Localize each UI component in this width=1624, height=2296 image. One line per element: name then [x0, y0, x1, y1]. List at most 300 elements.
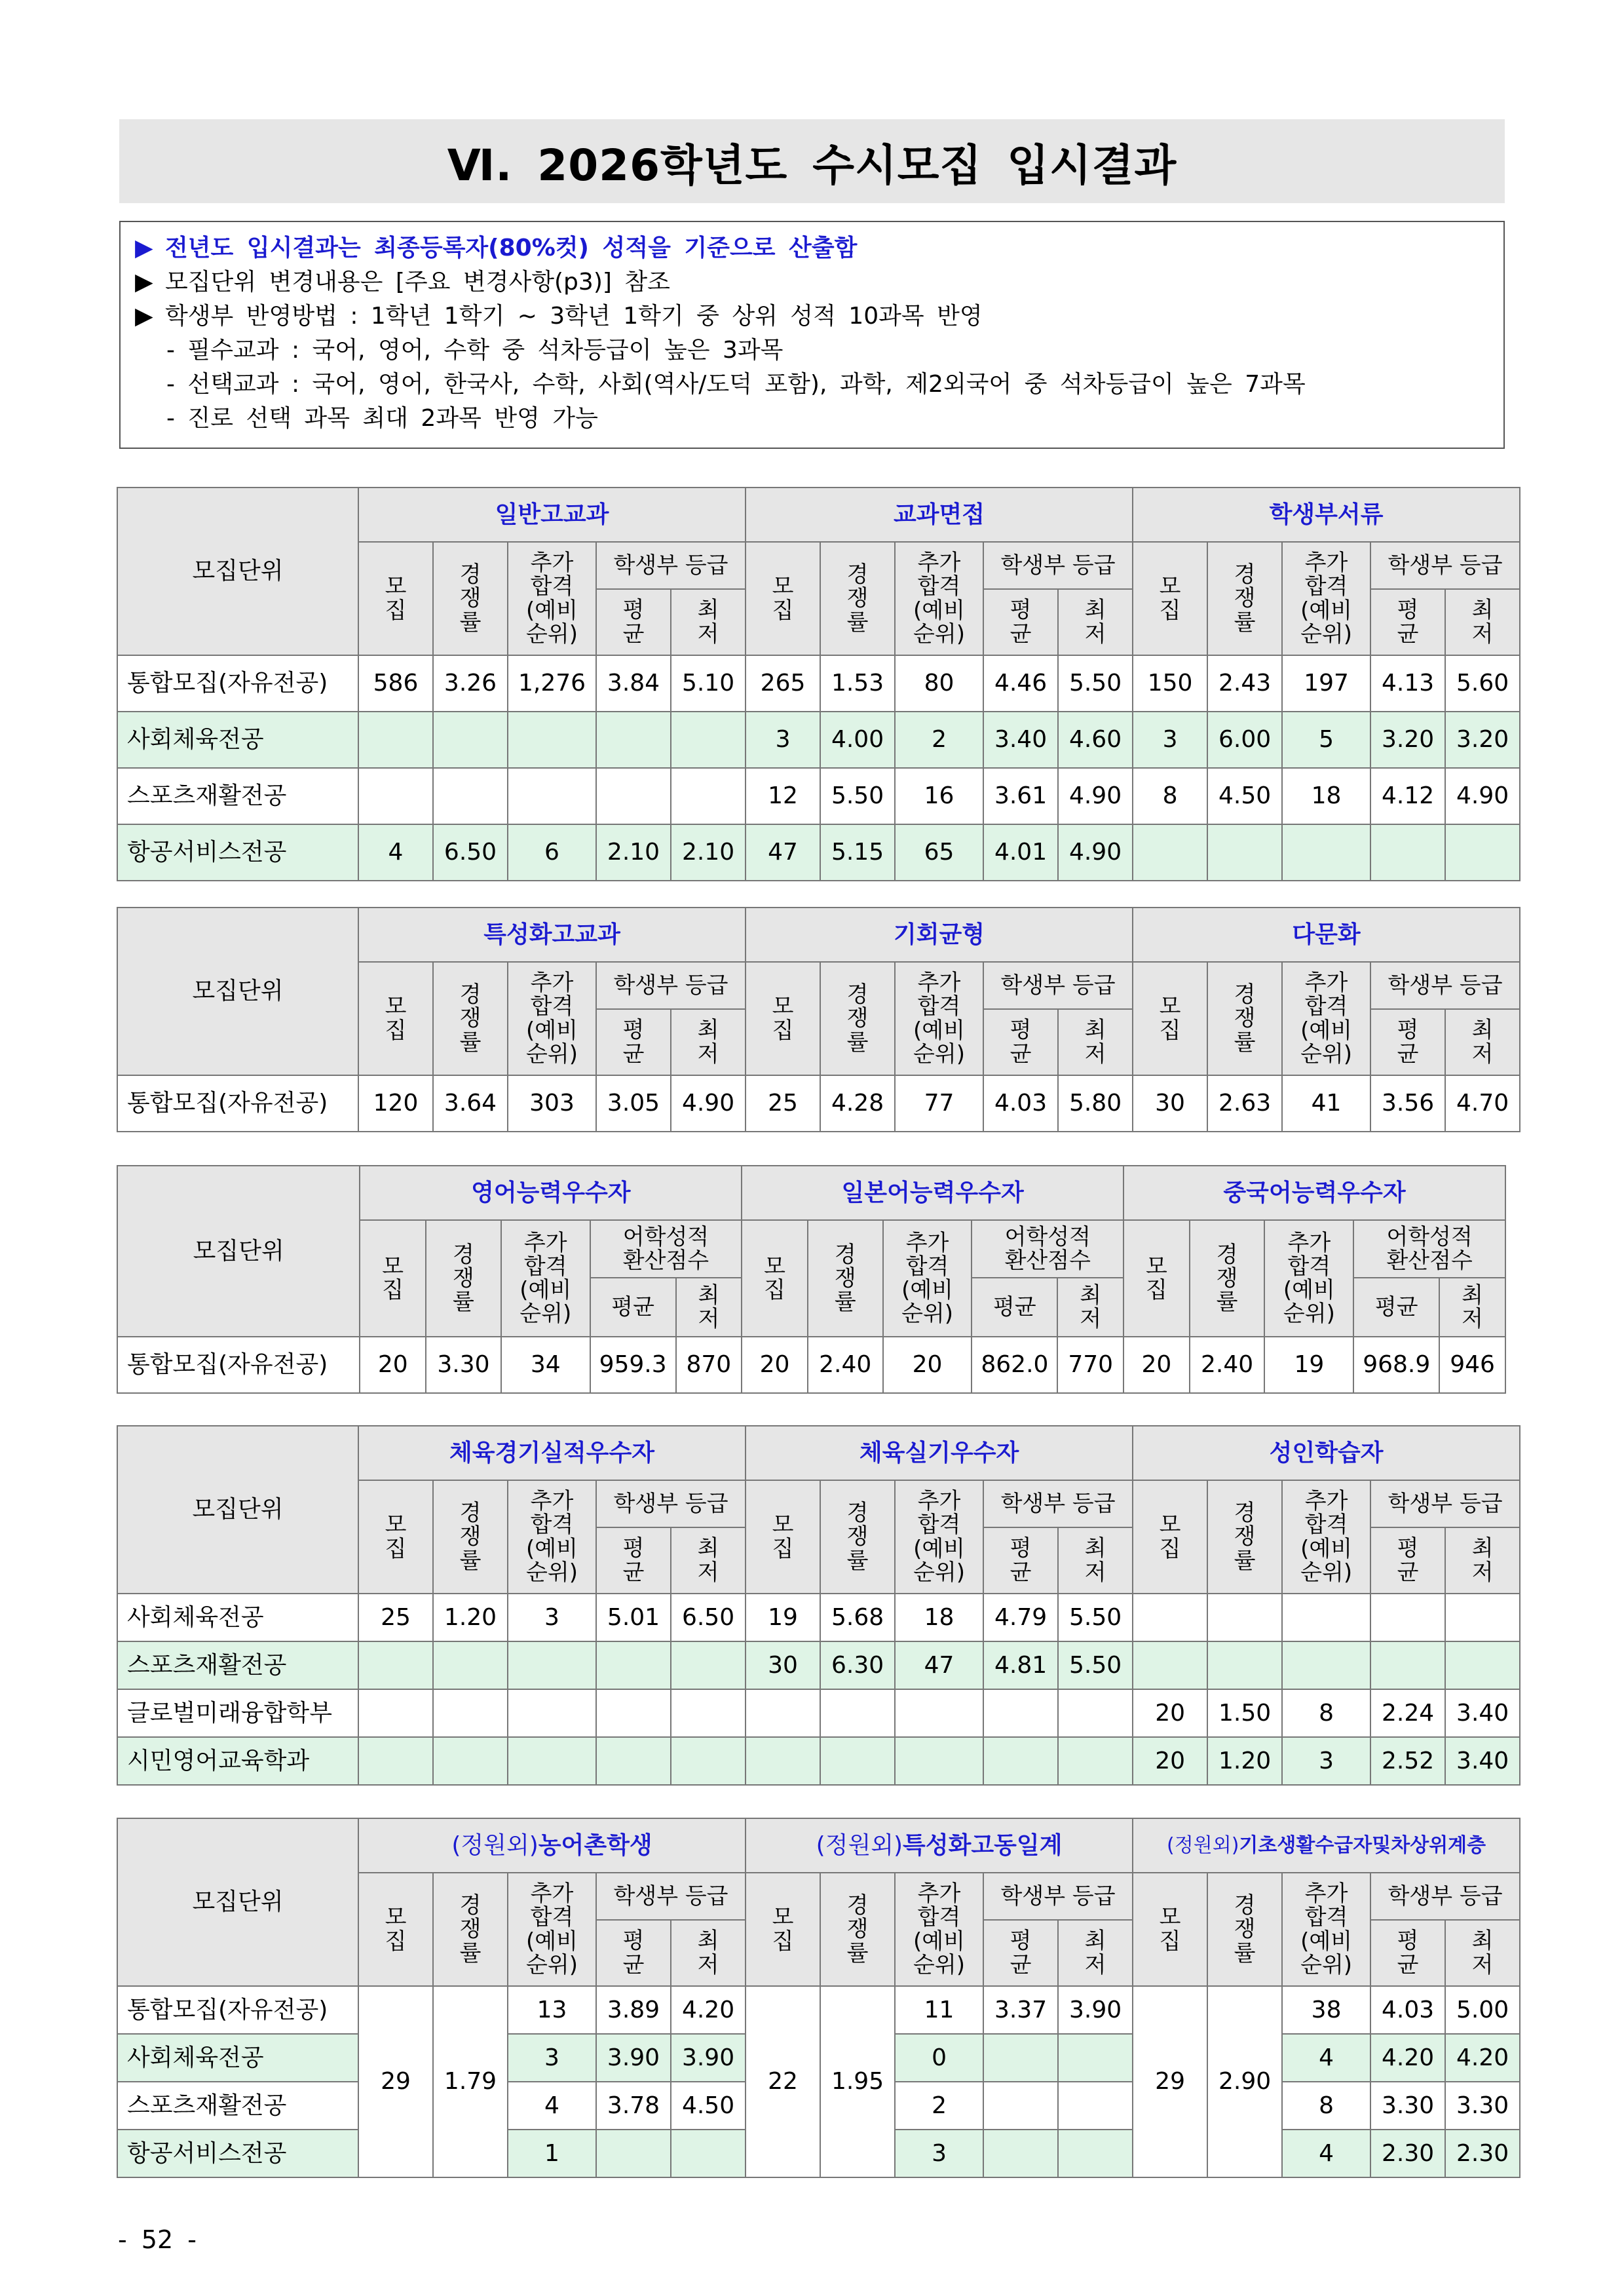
results-table-5 — [117, 1818, 1520, 2178]
average-header: 평균 — [972, 1278, 1057, 1337]
value-cell: 0 — [895, 2034, 983, 2082]
group-prefix: (정원외) — [451, 1831, 538, 1859]
value-cell: 5.50 — [1058, 655, 1133, 712]
value-cell — [1058, 2082, 1133, 2130]
value-cell: 3.90 — [596, 2034, 671, 2082]
group-name: 특성화고동일계 — [903, 1831, 1063, 1859]
extra-pass-header: 추가 합격 (예비 순위) — [895, 1873, 983, 1986]
value-cell: 3.26 — [433, 655, 508, 712]
extra-pass-header: 추가 합격 (예비 순위) — [1282, 542, 1370, 655]
ratio-header: 경 쟁 률 — [433, 962, 508, 1075]
value-cell: 4.90 — [1058, 824, 1133, 881]
value-cell: 3.64 — [433, 1075, 508, 1132]
extra-pass-header: 추가 합격 (예비 순위) — [1282, 1480, 1370, 1594]
value-cell: 3.05 — [596, 1075, 671, 1132]
value-cell: 3.84 — [596, 655, 671, 712]
table-row — [117, 1689, 1520, 1737]
recruit-header: 모 집 — [1133, 1873, 1207, 1986]
value-cell — [1282, 1594, 1370, 1641]
extra-pass-header: 추가 합격 (예비 순위) — [508, 1873, 596, 1986]
average-header: 평 균 — [596, 1527, 671, 1594]
group-header: 체육경기실적우수자 — [358, 1426, 746, 1480]
value-cell — [1445, 1594, 1520, 1641]
extra-pass-header: 추가 합격 (예비 순위) — [508, 962, 596, 1075]
unit-cell: 통합모집(자유전공) — [117, 1986, 358, 2034]
value-cell: 3 — [1133, 712, 1207, 768]
average-header: 평 균 — [983, 1009, 1058, 1075]
group-header — [358, 1818, 746, 1873]
value-cell: 2.43 — [1207, 655, 1282, 712]
average-header: 평 균 — [1370, 1527, 1445, 1594]
recruit-header: 모 집 — [358, 1480, 433, 1594]
triangle-bullet-icon: ▶ — [135, 303, 153, 330]
value-cell: 6 — [508, 824, 596, 881]
value-cell: 5.68 — [820, 1594, 895, 1641]
value-cell: 4.50 — [1207, 768, 1282, 824]
value-cell — [1282, 1641, 1370, 1689]
table-row — [117, 712, 1520, 768]
ratio-header: 경 쟁 률 — [820, 542, 895, 655]
average-header: 평 균 — [596, 589, 671, 655]
ratio-header: 경 쟁 률 — [808, 1220, 883, 1337]
results-table-2 — [117, 907, 1520, 1132]
value-cell: 2.10 — [596, 824, 671, 881]
grade-header: 학생부 등급 — [1370, 962, 1520, 1009]
triangle-bullet-icon: ▶ — [135, 235, 153, 261]
table-row — [117, 1986, 1520, 2034]
recruit-header: 모 집 — [358, 962, 433, 1075]
table-row — [117, 768, 1520, 824]
value-cell: 3.78 — [596, 2082, 671, 2130]
average-header: 평 균 — [983, 589, 1058, 655]
table-row — [117, 1737, 1520, 1785]
value-cell — [358, 712, 433, 768]
value-cell: 4.90 — [1445, 768, 1520, 824]
average-header: 평 균 — [596, 1920, 671, 1986]
value-cell — [671, 1641, 746, 1689]
group-name: 기초생활수급자및차상위계층 — [1239, 1834, 1486, 1857]
value-cell: 2.24 — [1370, 1689, 1445, 1737]
value-cell: 1.50 — [1207, 1689, 1282, 1737]
value-cell — [820, 1689, 895, 1737]
value-cell: 265 — [746, 655, 820, 712]
triangle-bullet-icon: ▶ — [135, 269, 153, 296]
value-cell: 862.0 — [972, 1337, 1057, 1393]
value-cell: 5.01 — [596, 1594, 671, 1641]
extra-pass-header: 추가 합격 (예비 순위) — [508, 1480, 596, 1594]
minimum-header: 최 저 — [671, 1009, 746, 1075]
ratio-header: 경 쟁 률 — [1207, 962, 1282, 1075]
minimum-header: 최 저 — [676, 1278, 742, 1337]
grade-header: 학생부 등급 — [1370, 542, 1520, 589]
value-cell — [983, 2130, 1058, 2177]
value-cell: 8 — [1282, 2082, 1370, 2130]
unit-cell: 시민영어교육학과 — [117, 1737, 358, 1785]
value-cell — [433, 1689, 508, 1737]
page-number: - 52 - — [118, 2225, 197, 2254]
value-cell: 8 — [1133, 768, 1207, 824]
group-header: 다문화 — [1133, 908, 1520, 962]
recruit-header: 모 집 — [1133, 1480, 1207, 1594]
ratio-header: 경 쟁 률 — [1207, 1873, 1282, 1986]
value-cell: 20 — [883, 1337, 972, 1393]
value-cell: 3.20 — [1445, 712, 1520, 768]
minimum-header: 최 저 — [1058, 1920, 1133, 1986]
value-cell: 3.90 — [671, 2034, 746, 2082]
unit-cell: 사회체육전공 — [117, 1594, 358, 1641]
value-cell: 4.12 — [1370, 768, 1445, 824]
minimum-header: 최 저 — [1058, 589, 1133, 655]
value-cell — [508, 1737, 596, 1785]
grade-header: 학생부 등급 — [1370, 1480, 1520, 1527]
value-cell: 6.50 — [671, 1594, 746, 1641]
value-cell: 5.50 — [1058, 1641, 1133, 1689]
value-cell — [596, 2130, 671, 2177]
unit-cell: 통합모집(자유전공) — [117, 1075, 358, 1132]
value-cell — [1207, 1594, 1282, 1641]
value-cell — [671, 1737, 746, 1785]
value-cell — [596, 1737, 671, 1785]
results-table-3 — [117, 1165, 1506, 1394]
unit-header: 모집단위 — [117, 1426, 358, 1594]
value-cell — [1058, 2130, 1133, 2177]
value-cell: 3.89 — [596, 1986, 671, 2034]
value-cell — [358, 1689, 433, 1737]
merged-recruit-cell: 22 — [746, 1986, 820, 2177]
note-4: - 필수교과 : 국어, 영어, 수학 중 석차등급이 높은 3과목 — [166, 337, 784, 364]
group-header: 중국어능력우수자 — [1124, 1166, 1505, 1220]
value-cell: 4.03 — [1370, 1986, 1445, 2034]
value-cell: 30 — [746, 1641, 820, 1689]
value-cell: 2 — [895, 712, 983, 768]
ratio-header: 경 쟁 률 — [1207, 1480, 1282, 1594]
recruit-header: 모 집 — [1124, 1220, 1190, 1337]
value-cell: 4 — [508, 2082, 596, 2130]
value-cell: 968.9 — [1353, 1337, 1439, 1393]
unit-header: 모집단위 — [117, 1818, 358, 1986]
value-cell: 18 — [1282, 768, 1370, 824]
merged-ratio-cell: 2.90 — [1207, 1986, 1282, 2177]
merged-recruit-cell: 29 — [358, 1986, 433, 2177]
minimum-header: 최 저 — [1439, 1278, 1505, 1337]
value-cell: 5 — [1282, 712, 1370, 768]
value-cell: 4.01 — [983, 824, 1058, 881]
average-header: 평 균 — [983, 1920, 1058, 1986]
ratio-header: 경 쟁 률 — [433, 542, 508, 655]
unit-cell: 통합모집(자유전공) — [117, 655, 358, 712]
minimum-header: 최 저 — [1058, 1009, 1133, 1075]
minimum-header: 최 저 — [1058, 1527, 1133, 1594]
recruit-header: 모 집 — [1133, 962, 1207, 1075]
value-cell: 4.81 — [983, 1641, 1058, 1689]
group-header: 학생부서류 — [1133, 488, 1520, 542]
value-cell — [596, 712, 671, 768]
ratio-header: 경 쟁 률 — [1207, 542, 1282, 655]
value-cell: 3.30 — [1370, 2082, 1445, 2130]
value-cell: 150 — [1133, 655, 1207, 712]
value-cell: 5.15 — [820, 824, 895, 881]
value-cell — [433, 712, 508, 768]
value-cell: 4.60 — [1058, 712, 1133, 768]
language-score-header: 어학성적 환산점수 — [1353, 1220, 1505, 1278]
value-cell: 3.30 — [1445, 2082, 1520, 2130]
value-cell: 34 — [501, 1337, 590, 1393]
value-cell: 197 — [1282, 655, 1370, 712]
grade-header: 학생부 등급 — [596, 1480, 746, 1527]
value-cell: 20 — [742, 1337, 808, 1393]
value-cell: 5.10 — [671, 655, 746, 712]
value-cell — [671, 1689, 746, 1737]
group-name: 농어촌학생 — [538, 1831, 652, 1859]
value-cell: 959.3 — [590, 1337, 676, 1393]
value-cell: 3.37 — [983, 1986, 1058, 2034]
extra-pass-header: 추가 합격 (예비 순위) — [895, 1480, 983, 1594]
average-header: 평균 — [590, 1278, 676, 1337]
value-cell: 3 — [508, 1594, 596, 1641]
average-header: 평 균 — [1370, 1920, 1445, 1986]
value-cell: 6.50 — [433, 824, 508, 881]
notes-box — [119, 221, 1505, 449]
value-cell: 2 — [895, 2082, 983, 2130]
page-title: Ⅵ. 2026학년도 수시모집 입시결과 — [447, 140, 1177, 191]
value-cell — [1133, 1594, 1207, 1641]
grade-header: 학생부 등급 — [1370, 1873, 1520, 1920]
value-cell: 5.80 — [1058, 1075, 1133, 1132]
value-cell: 41 — [1282, 1075, 1370, 1132]
value-cell: 4 — [358, 824, 433, 881]
extra-pass-header: 추가 합격 (예비 순위) — [1282, 1873, 1370, 1986]
value-cell — [671, 768, 746, 824]
value-cell: 47 — [746, 824, 820, 881]
value-cell: 77 — [895, 1075, 983, 1132]
grade-header: 학생부 등급 — [596, 542, 746, 589]
value-cell: 5.60 — [1445, 655, 1520, 712]
value-cell: 3.90 — [1058, 1986, 1133, 2034]
value-cell: 4.20 — [1370, 2034, 1445, 2082]
average-header: 평 균 — [596, 1009, 671, 1075]
grade-header: 학생부 등급 — [983, 1873, 1133, 1920]
results-table-4 — [117, 1425, 1520, 1786]
value-cell — [1445, 1641, 1520, 1689]
group-header — [1133, 1818, 1520, 1873]
value-cell: 4.70 — [1445, 1075, 1520, 1132]
group-header: 체육실기우수자 — [746, 1426, 1133, 1480]
value-cell: 2.40 — [808, 1337, 883, 1393]
value-cell — [1058, 1689, 1133, 1737]
unit-cell: 사회체육전공 — [117, 2034, 358, 2082]
value-cell: 4 — [1282, 2034, 1370, 2082]
value-cell: 2.30 — [1370, 2130, 1445, 2177]
value-cell: 11 — [895, 1986, 983, 2034]
value-cell — [596, 1689, 671, 1737]
value-cell: 3.56 — [1370, 1075, 1445, 1132]
value-cell — [1133, 1641, 1207, 1689]
table-row — [117, 1641, 1520, 1689]
value-cell — [1058, 1737, 1133, 1785]
value-cell — [433, 1641, 508, 1689]
average-header: 평 균 — [1370, 1009, 1445, 1075]
value-cell: 47 — [895, 1641, 983, 1689]
value-cell: 870 — [676, 1337, 742, 1393]
minimum-header: 최 저 — [1445, 1920, 1520, 1986]
value-cell: 586 — [358, 655, 433, 712]
table-row — [117, 655, 1520, 712]
value-cell: 38 — [1282, 1986, 1370, 2034]
value-cell: 6.30 — [820, 1641, 895, 1689]
minimum-header: 최 저 — [1057, 1278, 1124, 1337]
group-header: 일본어능력우수자 — [742, 1166, 1124, 1220]
value-cell: 19 — [746, 1594, 820, 1641]
value-cell: 3 — [895, 2130, 983, 2177]
value-cell: 20 — [360, 1337, 426, 1393]
value-cell: 4.03 — [983, 1075, 1058, 1132]
value-cell: 1,276 — [508, 655, 596, 712]
value-cell: 3.30 — [426, 1337, 501, 1393]
value-cell — [508, 768, 596, 824]
merged-ratio-cell: 1.95 — [820, 1986, 895, 2177]
value-cell: 5.00 — [1445, 1986, 1520, 2034]
value-cell: 2.63 — [1207, 1075, 1282, 1132]
language-score-header: 어학성적 환산점수 — [590, 1220, 742, 1278]
value-cell — [983, 1737, 1058, 1785]
table-row — [117, 1594, 1520, 1641]
value-cell: 25 — [358, 1594, 433, 1641]
value-cell: 1.20 — [433, 1594, 508, 1641]
value-cell: 3 — [746, 712, 820, 768]
average-header: 평균 — [1353, 1278, 1439, 1337]
group-header: 기회균형 — [746, 908, 1133, 962]
ratio-header: 경 쟁 률 — [433, 1480, 508, 1594]
value-cell: 4.13 — [1370, 655, 1445, 712]
value-cell: 20 — [1133, 1737, 1207, 1785]
recruit-header: 모 집 — [358, 1873, 433, 1986]
value-cell — [1207, 1641, 1282, 1689]
minimum-header: 최 저 — [1445, 1527, 1520, 1594]
value-cell: 946 — [1439, 1337, 1505, 1393]
unit-cell: 스포츠재활전공 — [117, 2082, 358, 2130]
value-cell — [358, 768, 433, 824]
unit-cell: 항공서비스전공 — [117, 824, 358, 881]
recruit-header: 모 집 — [358, 542, 433, 655]
extra-pass-header: 추가 합격 (예비 순위) — [1282, 962, 1370, 1075]
value-cell — [358, 1737, 433, 1785]
value-cell: 6.00 — [1207, 712, 1282, 768]
extra-pass-header: 추가 합격 (예비 순위) — [883, 1220, 972, 1337]
group-prefix: (정원외) — [816, 1831, 903, 1859]
value-cell: 3.40 — [983, 712, 1058, 768]
value-cell: 1.53 — [820, 655, 895, 712]
unit-cell: 스포츠재활전공 — [117, 1641, 358, 1689]
title-bar — [119, 119, 1505, 203]
value-cell — [983, 2034, 1058, 2082]
ratio-header: 경 쟁 률 — [820, 962, 895, 1075]
value-cell: 13 — [508, 1986, 596, 2034]
group-header: 일반고교과 — [358, 488, 746, 542]
value-cell: 18 — [895, 1594, 983, 1641]
grade-header: 학생부 등급 — [596, 962, 746, 1009]
note-1: ▶ 전년도 입시결과는 최종등록자(80%컷) 성적을 기준으로 산출함 — [135, 231, 1489, 265]
value-cell: 30 — [1133, 1075, 1207, 1132]
merged-recruit-cell: 29 — [1133, 1986, 1207, 2177]
value-cell: 4.50 — [671, 2082, 746, 2130]
ratio-header: 경 쟁 률 — [433, 1873, 508, 1986]
value-cell — [895, 1689, 983, 1737]
recruit-header: 모 집 — [746, 1873, 820, 1986]
value-cell — [508, 712, 596, 768]
unit-header: 모집단위 — [117, 488, 358, 655]
value-cell: 4.90 — [1058, 768, 1133, 824]
value-cell: 5.50 — [820, 768, 895, 824]
value-cell: 4.46 — [983, 655, 1058, 712]
merged-ratio-cell: 1.79 — [433, 1986, 508, 2177]
unit-cell: 글로벌미래융합학부 — [117, 1689, 358, 1737]
value-cell: 4.20 — [671, 1986, 746, 2034]
grade-header: 학생부 등급 — [596, 1873, 746, 1920]
value-cell: 8 — [1282, 1689, 1370, 1737]
value-cell — [1282, 824, 1370, 881]
note-3: ▶ 학생부 반영방법 : 1학년 1학기 ~ 3학년 1학기 중 상위 성적 10과목 반영 — [135, 299, 1489, 334]
value-cell — [358, 1641, 433, 1689]
value-cell — [1370, 1641, 1445, 1689]
recruit-header: 모 집 — [1133, 542, 1207, 655]
recruit-header: 모 집 — [742, 1220, 808, 1337]
value-cell: 65 — [895, 824, 983, 881]
minimum-header: 최 저 — [671, 589, 746, 655]
value-cell: 3.40 — [1445, 1689, 1520, 1737]
value-cell: 20 — [1124, 1337, 1190, 1393]
extra-pass-header: 추가 합격 (예비 순위) — [895, 962, 983, 1075]
value-cell: 4.28 — [820, 1075, 895, 1132]
group-header: 영어능력우수자 — [360, 1166, 742, 1220]
value-cell — [746, 1737, 820, 1785]
value-cell: 2.30 — [1445, 2130, 1520, 2177]
recruit-header: 모 집 — [746, 962, 820, 1075]
value-cell — [1445, 824, 1520, 881]
value-cell — [983, 1689, 1058, 1737]
minimum-header: 최 저 — [671, 1527, 746, 1594]
ratio-header: 경 쟁 률 — [1190, 1220, 1265, 1337]
recruit-header: 모 집 — [746, 1480, 820, 1594]
value-cell — [433, 768, 508, 824]
value-cell: 4.90 — [671, 1075, 746, 1132]
value-cell: 3.40 — [1445, 1737, 1520, 1785]
value-cell: 4.00 — [820, 712, 895, 768]
value-cell: 3.61 — [983, 768, 1058, 824]
language-score-header: 어학성적 환산점수 — [972, 1220, 1124, 1278]
value-cell: 303 — [508, 1075, 596, 1132]
value-cell: 1 — [508, 2130, 596, 2177]
value-cell: 1.20 — [1207, 1737, 1282, 1785]
unit-header: 모집단위 — [117, 1166, 360, 1337]
value-cell — [820, 1737, 895, 1785]
minimum-header: 최 저 — [1445, 1009, 1520, 1075]
extra-pass-header: 추가 합격 (예비 순위) — [1264, 1220, 1353, 1337]
minimum-header: 최 저 — [1445, 589, 1520, 655]
value-cell: 4.79 — [983, 1594, 1058, 1641]
value-cell: 5.50 — [1058, 1594, 1133, 1641]
value-cell — [746, 1689, 820, 1737]
grade-header: 학생부 등급 — [983, 1480, 1133, 1527]
ratio-header: 경 쟁 률 — [426, 1220, 501, 1337]
value-cell: 3 — [508, 2034, 596, 2082]
value-cell — [1058, 2034, 1133, 2082]
value-cell: 770 — [1057, 1337, 1124, 1393]
note-2: ▶ 모집단위 변경내용은 [주요 변경사항(p3)] 참조 — [135, 265, 1489, 299]
value-cell: 20 — [1133, 1689, 1207, 1737]
unit-cell: 스포츠재활전공 — [117, 768, 358, 824]
average-header: 평 균 — [983, 1527, 1058, 1594]
grade-header: 학생부 등급 — [983, 962, 1133, 1009]
